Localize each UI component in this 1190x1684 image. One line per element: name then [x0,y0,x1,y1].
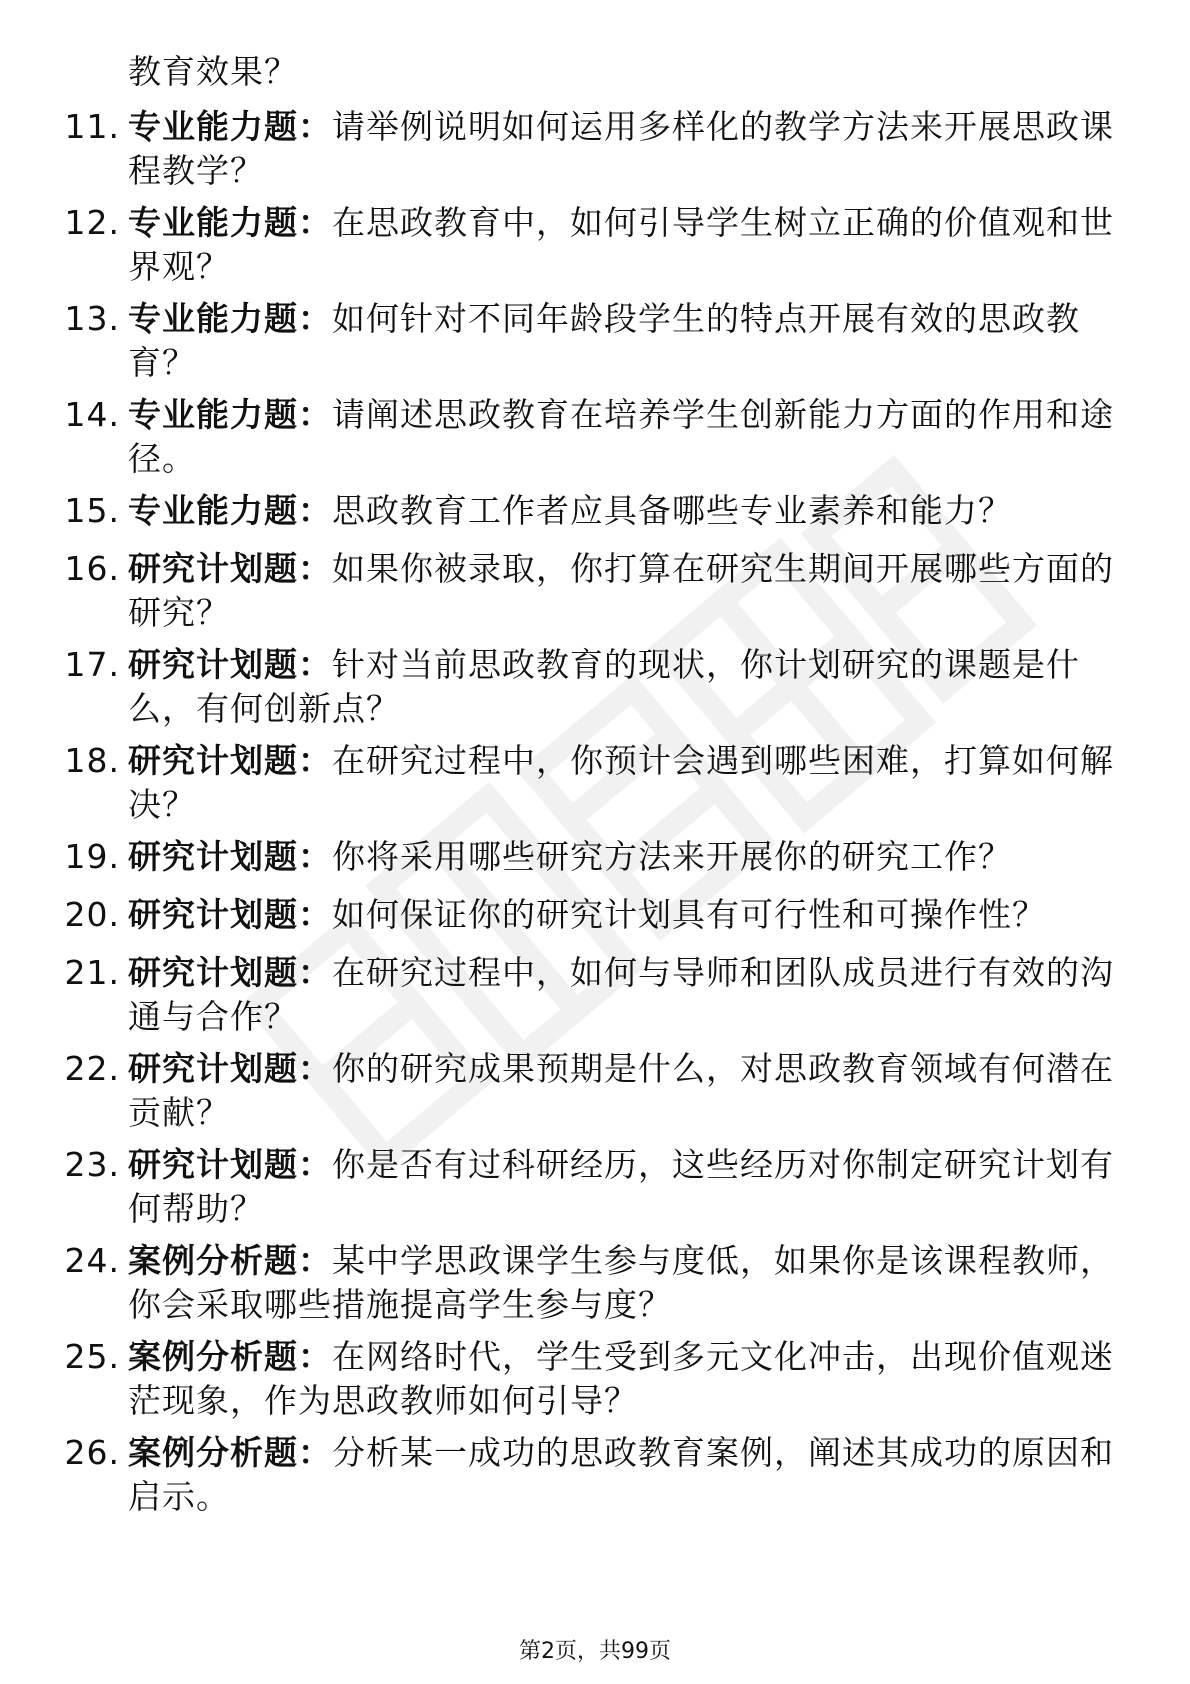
question-category: 专业能力题： [128,395,332,434]
question-item [58,105,1118,193]
question-number: 14. [64,395,120,434]
continuation-text: 教育效果？ [128,52,298,91]
question-category: 研究计划题： [128,837,332,876]
question-text: 请举例说明如何运用多样化的教学方法来开展思政课程教学？ [128,107,1114,190]
question-category: 研究计划题： [128,549,332,588]
question-body [128,393,1118,481]
question-text: 针对当前思政教育的现状，你计划研究的课题是什么，有何创新点？ [128,645,1080,728]
question-body [128,1239,1118,1327]
question-number: 21. [64,953,120,992]
question-item [58,547,1118,635]
question-body [128,201,1118,289]
question-text: 在思政教育中，如何引导学生树立正确的价值观和世界观？ [128,203,1114,286]
question-category: 专业能力题： [128,203,332,242]
question-body [128,643,1118,731]
question-number: 11. [64,107,120,146]
question-category: 案例分析题： [128,1433,332,1472]
question-number: 15. [64,491,120,530]
question-item [58,1047,1118,1135]
question-number: 17. [64,645,120,684]
question-item [58,643,1118,731]
question-item [58,893,1118,937]
question-number: 19. [64,837,120,876]
question-category: 研究计划题： [128,895,332,934]
question-item [58,297,1118,385]
question-item [58,393,1118,481]
question-item [58,835,1118,879]
question-category: 专业能力题： [128,107,332,146]
question-body [128,105,1118,193]
question-category: 专业能力题： [128,299,332,338]
question-number: 20. [64,895,120,934]
question-item [58,201,1118,289]
question-category: 研究计划题： [128,953,332,992]
question-text: 你是否有过科研经历，这些经历对你制定研究计划有何帮助？ [128,1145,1114,1228]
question-number: 12. [64,203,120,242]
question-category: 案例分析题： [128,1337,332,1376]
question-number: 23. [64,1145,120,1184]
question-number: 26. [64,1433,120,1472]
question-text: 请阐述思政教育在培养学生创新能力方面的作用和途径。 [128,395,1114,478]
page-footer: 第2页，共99页 [519,1639,671,1664]
question-item [58,1239,1118,1327]
question-body [128,951,1118,1039]
question-body [128,489,1118,533]
question-text: 在研究过程中，你预计会遇到哪些困难，打算如何解决？ [128,741,1114,824]
question-item [58,739,1118,827]
question-text: 某中学思政课学生参与度低，如果你是该课程教师，你会采取哪些措施提高学生参与度？ [128,1241,1114,1324]
question-item [58,1143,1118,1231]
question-body [128,739,1118,827]
question-category: 研究计划题： [128,1049,332,1088]
question-item [58,1431,1118,1519]
question-body [128,1431,1118,1519]
question-number: 18. [64,741,120,780]
question-text: 如果你被录取，你打算在研究生期间开展哪些方面的研究？ [128,549,1114,632]
question-category: 研究计划题： [128,1145,332,1184]
question-category: 案例分析题： [128,1241,332,1280]
question-body [128,547,1118,635]
question-body [128,1335,1118,1423]
question-text: 思政教育工作者应具备哪些专业素养和能力？ [332,491,1012,530]
question-number: 24. [64,1241,120,1280]
question-category: 专业能力题： [128,491,332,530]
question-body [128,835,1118,879]
question-item [58,951,1118,1039]
question-item [58,489,1118,533]
question-number: 22. [64,1049,120,1088]
question-number: 25. [64,1337,120,1376]
question-number: 13. [64,299,120,338]
question-text: 如何保证你的研究计划具有可行性和可操作性？ [332,895,1046,934]
question-category: 研究计划题： [128,645,332,684]
question-text: 如何针对不同年龄段学生的特点开展有效的思政教育？ [128,299,1080,382]
question-body [128,1143,1118,1231]
question-item [58,1335,1118,1423]
question-body [128,893,1118,937]
question-text: 在研究过程中，如何与导师和团队成员进行有效的沟通与合作？ [128,953,1114,1036]
question-body [128,297,1118,385]
question-text: 你将采用哪些研究方法来开展你的研究工作？ [332,837,1012,876]
question-category: 研究计划题： [128,741,332,780]
question-text: 在网络时代，学生受到多元文化冲击，出现价值观迷茫现象，作为思政教师如何引导？ [128,1337,1114,1420]
question-body [128,1047,1118,1135]
question-number: 16. [64,549,120,588]
question-text: 分析某一成功的思政教育案例，阐述其成功的原因和启示。 [128,1433,1114,1516]
question-text: 你的研究成果预期是什么，对思政教育领域有何潜在贡献？ [128,1049,1114,1132]
